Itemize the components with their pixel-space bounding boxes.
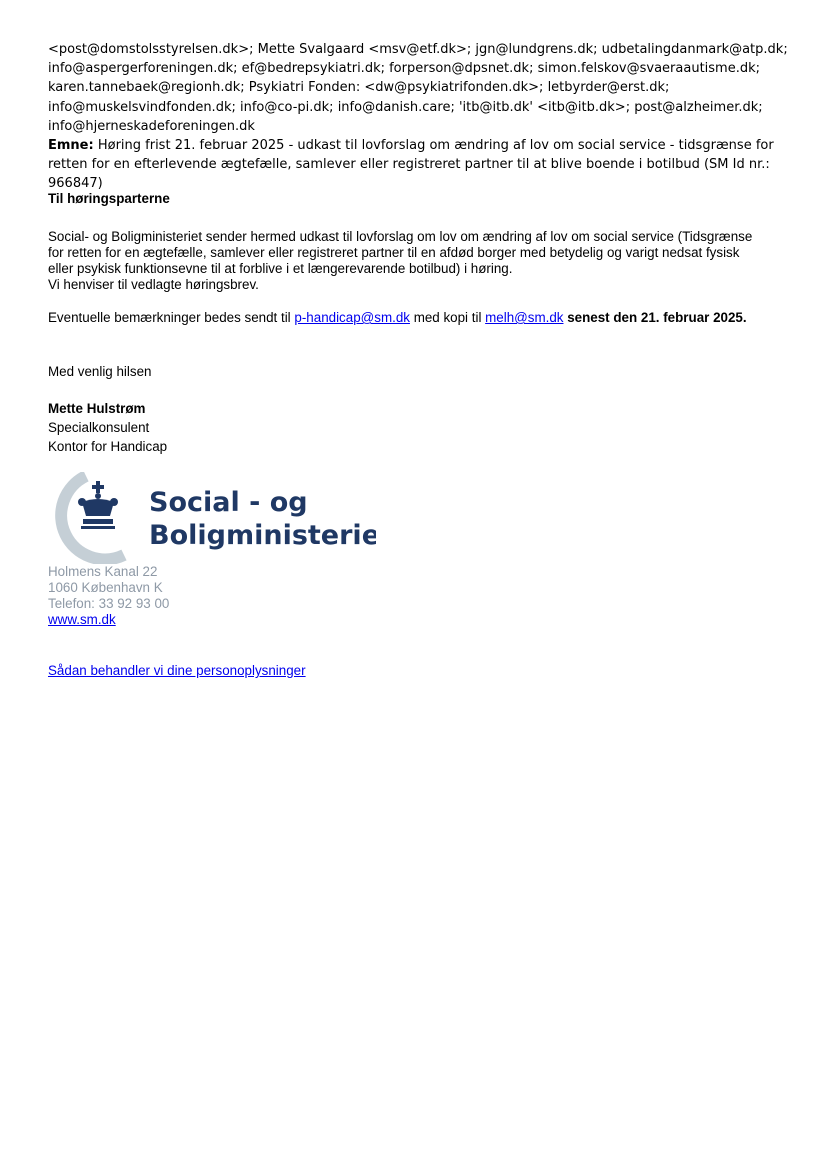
street-address: Holmens Kanal 22 [48,564,158,579]
website-link[interactable]: www.sm.dk [48,612,116,627]
signer-name: Mette Hulstrøm [48,401,146,416]
subject-text: Høring frist 21. februar 2025 - udkast til lovforslag om ændring af lov om social service - tidsgrænse for retten for en efterlevende ægtefælle, samlever eller registreret partner til at blive boende i botilbud (SM Id nr.: 966847) [48,138,774,192]
p-handicap-email-link[interactable]: p-handicap@sm.dk [294,310,410,325]
salutation: Til høringsparterne [48,191,170,206]
city-address: 1060 København K [48,580,163,595]
paragraph-line: Vi henviser til vedlagte høringsbrev. [48,277,259,292]
closing: Med venlig hilsen [48,364,152,379]
paragraph-line: Social- og Boligministeriet sender hermed udkast til lovforslag om lov om ændring af lov om social service (Tidsgrænse [48,229,753,244]
paragraph-line: for retten for en ægtefælle, samlever eller registreret partner til en afdød borger med betydelig og varigt nedsat fysisk [48,245,740,260]
recipient-line: info@hjerneskadeforeningen.dk [48,118,255,134]
melh-email-link[interactable]: melh@sm.dk [485,310,564,325]
signer-office: Kontor for Handicap [48,439,168,454]
paragraph-line: eller psykisk funktionsevne til at forblive i et længerevarende botilbud) i høring. [48,261,513,276]
remarks-prefix: Eventuelle bemærkninger bedes sendt til [48,310,295,325]
subject-label: Emne: [48,138,94,154]
phone-number: Telefon: 33 92 93 00 [48,596,170,611]
logo-line1: Social - og [149,487,308,518]
contact-info [48,564,169,628]
recipient-line: <post@domstolsstyrelsen.dk>; Mette Svalgaard <msv@etf.dk>; jgn@lundgrens.dk; udbetalingdanmark@atp.dk; [48,42,788,57]
email-subject [48,136,783,194]
ministry-logo [46,472,376,564]
signer-title: Specialkonsulent [48,420,150,435]
ministry-logo-graphic [46,472,376,564]
logo-line2: Boligministeriet [149,520,376,551]
recipient-line: karen.tannebaek@regionh.dk; Psykiatri Fonden: <dw@psykiatrifonden.dk>; letbyrder@erst.dk; [48,80,670,96]
recipient-line: info@aspergerforeningen.dk; ef@bedrepsykiatri.dk; forperson@dpsnet.dk; simon.felskov@svaeraautisme.dk; [48,61,761,77]
recipient-line: info@muskelsvindfonden.dk; info@co-pi.dk; info@danish.care; 'itb@itb.dk' <itb@itb.dk>; post@alzheimer.dk; [48,99,763,115]
privacy-link[interactable]: Sådan behandler vi dine personoplysninger [48,663,306,678]
remarks-paragraph [48,310,788,326]
remarks-mid: med kopi til [409,310,486,325]
email-header [48,40,788,194]
letter-paragraph [48,229,788,293]
crown-icon [78,481,118,529]
privacy-paragraph [48,663,788,679]
remarks-deadline: senest den 21. februar 2025. [563,310,747,325]
